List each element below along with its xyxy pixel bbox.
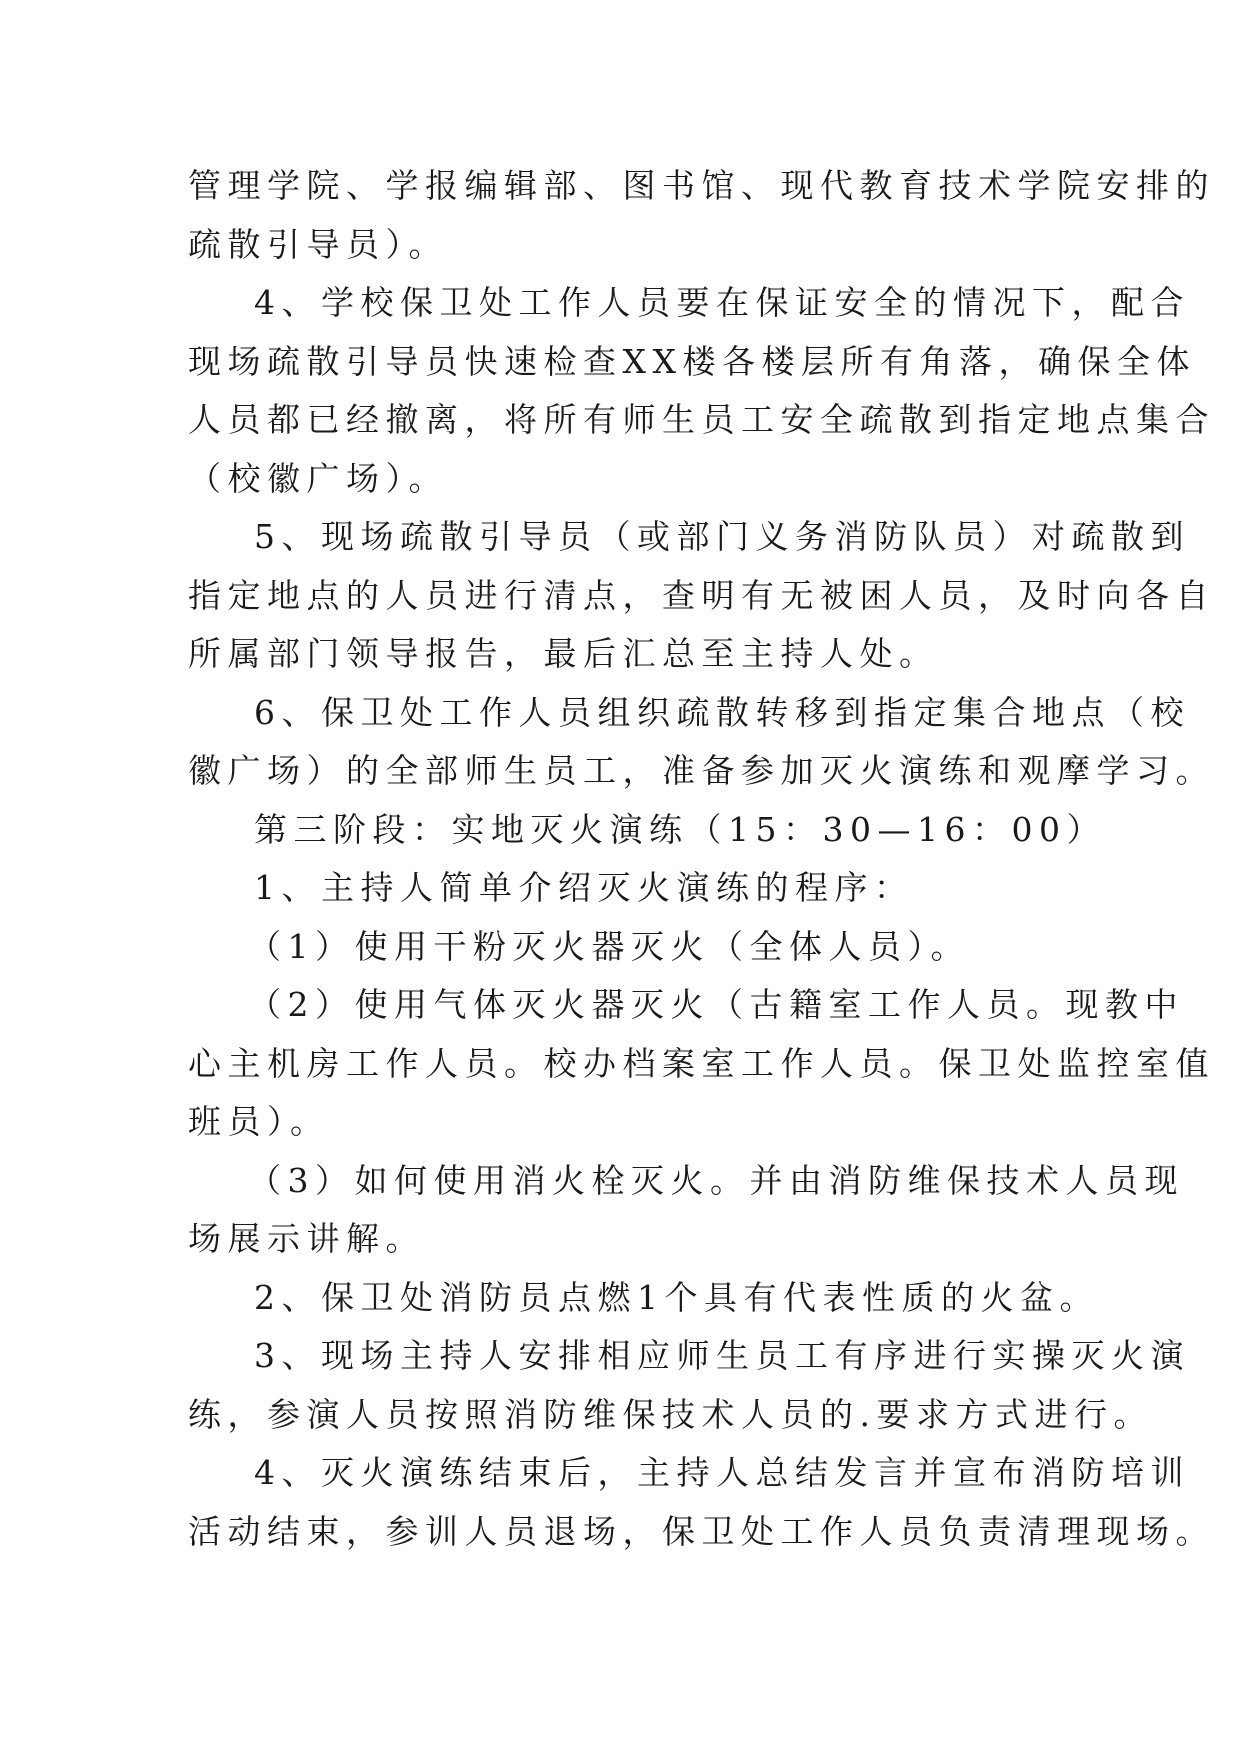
text-line: 徽广场）的全部师生员工，准备参加灭火演练和观摩学习。 — [188, 751, 1215, 790]
paragraph-start: 4、灭火演练结束后，主持人总结发言并宣布消防培训 — [254, 1453, 1190, 1492]
list-item: （3）如何使用消火栓灭火。并由消防维保技术人员现 — [248, 1160, 1184, 1200]
list-item: （1）使用干粉灭火器灭火（全体人员）。 — [248, 926, 970, 966]
text-line: 活动结束，参训人员退场，保卫处工作人员负责清理现场。 — [188, 1511, 1215, 1551]
text-line: 现场疏散引导员快速检查XX楼各楼层所有角落，确保全体 — [188, 341, 1196, 381]
list-item: （2）使用气体灭火器灭火（古籍室工作人员。现教中 — [248, 985, 1184, 1024]
paragraph-start: 2、保卫处消防员点燃1个具有代表性质的火盆。 — [254, 1277, 1099, 1317]
text-line: （校徽广场）。 — [188, 458, 448, 498]
paragraph-start: 6、保卫处工作人员组织疏散转移到指定集合地点（校 — [254, 692, 1190, 732]
document-body — [188, 157, 1215, 1561]
section-heading: 第三阶段：实地灭火演练（15：30—16：00） — [254, 809, 1106, 849]
text-line: 人员都已经撤离，将所有师生员工安全疏散到指定地点集合 — [188, 400, 1215, 439]
text-line: 所属部门领导报告，最后汇总至主持人处。 — [188, 634, 939, 673]
paragraph-start: 1、主持人简单介绍灭火演练的程序： — [254, 868, 914, 907]
paragraph-start: 4、学校保卫处工作人员要在保证安全的情况下，配合 — [254, 283, 1190, 322]
text-line: 场展示讲解。 — [188, 1219, 425, 1258]
paragraph-start: 5、现场疏散引导员（或部门义务消防队员）对疏散到 — [254, 517, 1190, 556]
text-line: 指定地点的人员进行清点，查明有无被困人员，及时向各自 — [188, 575, 1215, 615]
text-line: 疏散引导员）。 — [188, 224, 448, 264]
text-line: 心主机房工作人员。校办档案室工作人员。保卫处监控室值 — [188, 1043, 1215, 1083]
text-line: 管理学院、学报编辑部、图书馆、现代教育技术学院安排的 — [188, 166, 1215, 205]
paragraph-start: 3、现场主持人安排相应师生员工有序进行实操灭火演 — [254, 1336, 1190, 1375]
text-line: 练，参演人员按照消防维保技术人员的.要求方式进行。 — [188, 1394, 1153, 1434]
text-line: 班员）。 — [188, 1102, 330, 1141]
